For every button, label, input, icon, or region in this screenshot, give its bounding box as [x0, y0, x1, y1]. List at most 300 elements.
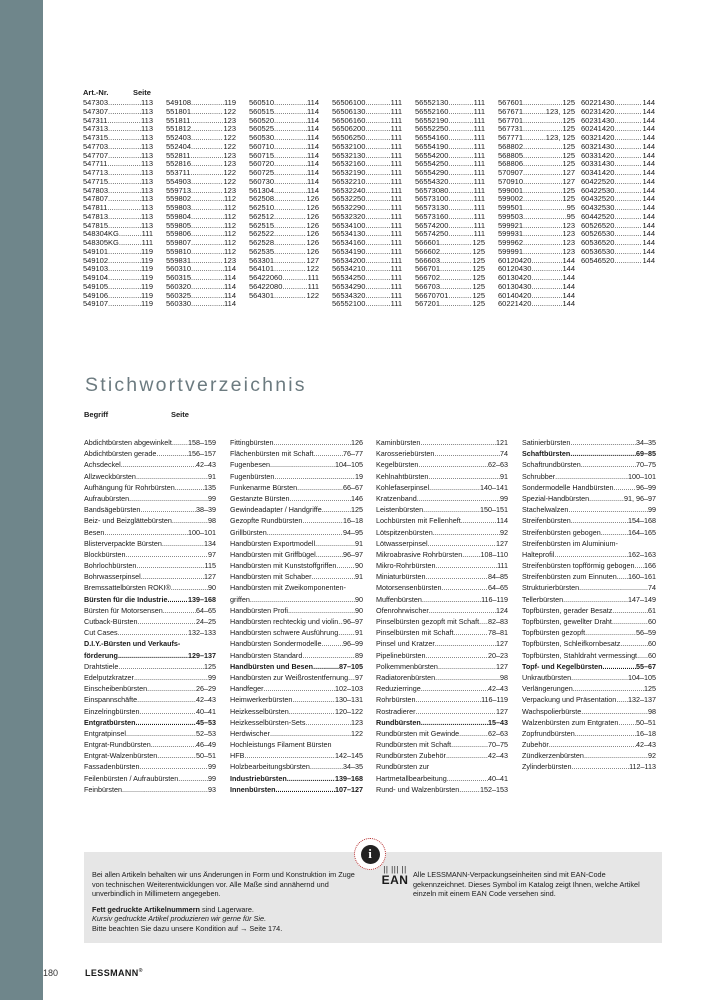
article-entry — [332, 300, 402, 309]
keyword-term: Sondermodelle Handbürsten — [522, 482, 614, 492]
article-page: 111 — [473, 106, 485, 116]
article-page: 111 — [390, 211, 402, 221]
article-page: 144 — [642, 229, 655, 239]
keyword-entry — [84, 538, 216, 549]
keyword-entry — [376, 571, 508, 582]
leader-dots — [162, 538, 204, 549]
article-page: 111 — [390, 238, 402, 247]
article-number: 56552190 — [415, 115, 449, 125]
leader-dots — [448, 178, 473, 187]
keyword-term: Handbürsten Sondermodelle — [230, 639, 322, 649]
article-number: 60231430 — [581, 115, 615, 125]
leader-dots — [274, 152, 307, 161]
keyword-page: 56–59 — [636, 628, 656, 638]
keyword-term: griffen — [230, 594, 250, 604]
article-number: 560725 — [249, 168, 275, 177]
keyword-term: Rundbürsten zur — [376, 762, 430, 772]
article-number: 56534290 — [332, 281, 366, 291]
article-page: 125 — [562, 141, 575, 151]
article-page: 125 — [562, 124, 575, 134]
keyword-column — [84, 437, 216, 795]
keyword-entry — [522, 493, 656, 504]
leader-dots — [316, 549, 343, 560]
keyword-page: 93 — [208, 784, 216, 794]
keyword-page: 100–101 — [188, 527, 216, 537]
leader-dots — [267, 527, 343, 538]
keyword-term: Einspannschäfte — [84, 695, 138, 705]
keyword-term: Hochleistungs Filament Bürsten — [230, 740, 332, 750]
article-number: 563301 — [249, 255, 275, 265]
leader-dots — [614, 134, 642, 143]
keyword-entry — [84, 437, 216, 448]
article-number: 60341420 — [581, 168, 615, 177]
keyword-term: Handbürsten Exportmodell — [230, 538, 316, 548]
article-page: 144 — [562, 264, 575, 274]
leader-dots — [531, 292, 562, 301]
leader-dots — [433, 527, 500, 538]
keyword-page: 96–99 — [636, 482, 656, 492]
keyword-term: Lochbürsten mit Fellenheft — [376, 516, 461, 526]
leader-dots — [448, 117, 473, 126]
keyword-term: Einzelringbürsten — [84, 706, 140, 716]
leader-dots — [416, 694, 482, 705]
keyword-page: 76–77 — [343, 449, 363, 459]
keyword-term: Handbürsten mit Griffbügel — [230, 549, 316, 559]
keyword-term: Verlängerungen — [522, 684, 573, 694]
keyword-term: Pipelinebürsten — [376, 650, 426, 660]
keyword-term: Aufraubürsten — [84, 493, 130, 503]
keyword-page: 99 — [648, 505, 656, 515]
keyword-entry — [230, 594, 363, 605]
article-page: 111 — [390, 115, 402, 125]
keyword-entry — [230, 538, 363, 549]
leader-dots — [428, 471, 500, 482]
keyword-page: 19 — [355, 471, 363, 481]
article-page: 114 — [224, 299, 236, 309]
article-page: 111 — [307, 281, 319, 291]
leader-dots — [614, 99, 642, 108]
keyword-entry — [376, 672, 508, 683]
keyword-term: Handbürsten zur Weißrostentfernung — [230, 672, 349, 682]
article-page: 113 — [141, 124, 153, 134]
article-number: 60140420 — [498, 290, 532, 300]
keyword-page: 64–65 — [196, 605, 216, 615]
keyword-column — [230, 437, 363, 795]
leader-dots — [191, 222, 224, 231]
leader-dots — [119, 239, 142, 248]
keyword-entry — [84, 571, 216, 582]
article-page: 111 — [390, 273, 402, 282]
leader-dots — [108, 169, 141, 178]
keyword-entry — [522, 582, 656, 593]
keyword-page: 125 — [644, 684, 656, 694]
keyword-page: 98 — [208, 516, 216, 526]
article-page: 144 — [562, 281, 575, 291]
article-page: 111 — [473, 220, 485, 230]
keyword-term: Gestanzte Bürsten — [230, 493, 290, 503]
keyword-entry — [230, 459, 363, 470]
leader-dots — [365, 257, 390, 266]
leader-dots — [571, 672, 628, 683]
leader-dots — [422, 594, 481, 605]
article-number: 599931 — [498, 229, 524, 239]
keyword-entry — [230, 527, 363, 538]
article-number: 56532290 — [332, 203, 366, 212]
page-title: Stichwortverzeichnis — [85, 374, 307, 396]
keyword-page: 114 — [496, 516, 508, 526]
keyword-entry — [522, 571, 656, 582]
leader-dots — [581, 706, 648, 717]
leader-dots — [523, 160, 562, 169]
leader-dots — [108, 134, 141, 143]
article-number: 559810 — [166, 246, 192, 256]
ean-icon — [378, 866, 412, 887]
leader-dots — [274, 134, 307, 143]
leader-dots — [140, 761, 208, 772]
keyword-entry — [84, 459, 216, 470]
article-number: 56554200 — [415, 150, 449, 160]
keyword-entry — [376, 594, 508, 605]
article-page: 125 — [562, 98, 575, 107]
leader-dots — [108, 300, 141, 309]
article-page: 111 — [390, 168, 402, 177]
keyword-term: förderung — [84, 650, 118, 660]
keyword-entry — [376, 437, 508, 448]
article-number: 551812 — [166, 124, 192, 134]
leader-dots — [274, 257, 306, 266]
leader-dots — [448, 213, 473, 222]
article-page: 125 — [472, 273, 485, 282]
leader-dots — [365, 283, 390, 292]
article-page: 111 — [390, 124, 402, 134]
keyword-term: Topf- und Kegelbürsten — [522, 661, 603, 671]
leader-dots — [129, 493, 208, 504]
keyword-term: Karosseriebürsten — [376, 449, 435, 459]
leader-dots — [282, 274, 307, 283]
keyword-term: Rohrbürsten — [376, 695, 416, 705]
keyword-entry — [230, 706, 363, 717]
leader-dots — [423, 504, 480, 515]
keyword-entry — [522, 515, 656, 526]
leader-dots — [274, 108, 307, 117]
leader-dots — [108, 274, 141, 283]
article-number: 60120430 — [498, 264, 532, 274]
keyword-entry — [376, 750, 508, 761]
article-page: 144 — [642, 141, 655, 151]
article-number: 564301 — [249, 290, 275, 300]
leader-dots — [585, 627, 636, 638]
article-page: 111 — [473, 194, 485, 204]
article-number: 56532250 — [332, 194, 366, 204]
keyword-entry — [84, 627, 216, 638]
keyword-page: 15–43 — [488, 717, 508, 727]
article-page: 112 — [224, 238, 236, 247]
keyword-page: 24–25 — [196, 617, 216, 626]
leader-dots — [420, 437, 496, 448]
keyword-term: Kaminbürsten — [376, 438, 421, 447]
article-number: 552403 — [166, 133, 192, 142]
leader-dots — [429, 605, 496, 616]
article-number: 549106 — [83, 290, 109, 300]
leader-dots — [554, 549, 628, 560]
keyword-page: 70–75 — [488, 740, 508, 750]
leader-dots — [274, 292, 306, 301]
leader-dots — [274, 117, 307, 126]
article-number: 562522 — [249, 229, 275, 239]
leader-dots — [614, 239, 642, 248]
keyword-entry — [376, 582, 508, 593]
keyword-term: Handbürsten schwere Ausführung — [230, 628, 339, 638]
leader-dots — [616, 694, 628, 705]
article-number: 568805 — [498, 150, 524, 160]
leader-dots — [104, 527, 188, 538]
leader-dots — [365, 248, 390, 257]
article-number: 560515 — [249, 106, 275, 116]
article-number: 560525 — [249, 124, 275, 134]
leader-dots — [429, 482, 480, 493]
keyword-term: Zündkerzenbürsten — [522, 751, 584, 761]
leader-dots — [171, 582, 208, 593]
leader-dots — [571, 515, 628, 526]
leader-dots — [178, 773, 208, 784]
keyword-entry — [522, 694, 656, 705]
article-number: 60442520 — [581, 211, 615, 221]
article-page: 144 — [642, 255, 655, 265]
keyword-term: Fittingbürsten — [230, 438, 274, 447]
article-page: 119 — [141, 255, 153, 265]
article-index-header — [83, 88, 151, 97]
article-entry — [249, 292, 319, 301]
keyword-entry — [522, 728, 656, 739]
article-page: 126 — [306, 220, 319, 230]
keyword-page: 16–18 — [636, 728, 656, 738]
article-number: 56506160 — [332, 115, 366, 125]
leader-dots — [614, 152, 642, 161]
keyword-entry — [230, 728, 363, 739]
article-page: 111 — [390, 98, 402, 107]
keyword-term: Holzbearbeitungsbürsten — [230, 762, 310, 772]
keyword-page: 108–110 — [480, 549, 508, 559]
article-page: 113 — [141, 106, 153, 116]
keyword-page: 45–53 — [196, 717, 216, 727]
leader-dots — [365, 99, 390, 108]
keyword-entry — [522, 549, 656, 560]
keyword-entry — [230, 750, 363, 761]
article-page: 114 — [224, 290, 236, 300]
keyword-entry — [84, 582, 216, 593]
keyword-page: 84–85 — [488, 572, 508, 582]
keyword-entry — [230, 717, 363, 728]
keyword-term: Kohlefaserpinsel — [376, 482, 430, 492]
leader-dots — [365, 187, 390, 196]
leader-dots — [274, 239, 306, 248]
keyword-entry — [230, 571, 363, 582]
leader-dots — [555, 471, 628, 482]
note-bold-rest: sind Lagerware. — [200, 904, 254, 914]
keyword-entry — [522, 650, 656, 661]
keyword-page: 132–133 — [188, 628, 216, 638]
keyword-entry — [230, 448, 363, 459]
article-number: 567771 — [498, 133, 524, 142]
article-page: 114 — [307, 168, 319, 177]
article-number: 56534100 — [332, 220, 366, 230]
keyword-page: 62–63 — [488, 728, 508, 738]
leader-dots — [523, 222, 562, 231]
leader-dots — [523, 108, 546, 117]
keyword-entry — [230, 638, 363, 649]
article-page: 111 — [390, 141, 402, 151]
keyword-term: Heimwerkerbürsten — [230, 695, 293, 705]
article-page: 113 — [141, 150, 153, 160]
leader-dots — [108, 152, 141, 161]
keyword-term: Spezial-Handbürsten — [522, 493, 590, 503]
leader-dots — [523, 169, 562, 178]
keyword-term: Herdwischer — [230, 728, 270, 738]
article-number: 547711 — [83, 159, 108, 169]
leader-dots — [274, 187, 307, 196]
leader-dots — [270, 728, 351, 739]
leader-dots — [108, 257, 141, 266]
article-number: 549103 — [83, 264, 109, 274]
article-page: 144 — [562, 273, 575, 282]
article-page: 113 — [141, 159, 153, 169]
keyword-term: Ofenrohrwischer — [376, 605, 429, 615]
keyword-page: 42–43 — [196, 460, 216, 470]
leader-dots — [451, 739, 488, 750]
keyword-entry — [84, 527, 216, 538]
article-page: 122 — [223, 168, 236, 177]
keyword-page: 127 — [496, 706, 508, 716]
article-page: 111 — [473, 115, 485, 125]
article-number: 560330 — [166, 299, 192, 309]
article-page: 144 — [642, 124, 655, 134]
keyword-term: Zylinderbürsten — [522, 762, 572, 772]
article-number: 559807 — [166, 238, 192, 247]
article-number: 60130420 — [498, 273, 532, 282]
keyword-term: Entgratpinsel — [84, 728, 126, 738]
article-page: 111 — [390, 159, 402, 169]
article-number: 559802 — [166, 194, 192, 204]
article-page: 125 — [472, 238, 485, 247]
leader-dots — [365, 143, 390, 152]
article-page: 144 — [642, 238, 655, 247]
keyword-entry — [376, 482, 508, 493]
article-page: 112 — [224, 220, 236, 230]
keyword-column — [522, 437, 656, 773]
leader-dots — [191, 213, 224, 222]
leader-dots — [191, 248, 224, 257]
keyword-page: 104–105 — [628, 672, 656, 682]
leader-dots — [274, 204, 306, 213]
article-number: 56422060 — [249, 273, 283, 282]
article-page: 111 — [390, 185, 402, 195]
keyword-page: 127 — [496, 538, 508, 548]
keyword-term: Motorsensenbürsten — [376, 583, 442, 593]
leader-dots — [459, 728, 488, 739]
keyword-page: 111 — [497, 561, 508, 571]
article-page: 114 — [307, 141, 319, 151]
keyword-page: 116–119 — [481, 695, 508, 705]
article-number: 60130430 — [498, 281, 532, 291]
leader-dots — [313, 661, 339, 672]
article-number: 56506130 — [332, 106, 366, 116]
article-number: 56506250 — [332, 133, 366, 142]
article-column — [498, 99, 575, 309]
keyword-page: 139–168 — [335, 773, 363, 783]
leader-dots — [108, 292, 141, 301]
article-page: 111 — [473, 98, 485, 107]
keyword-term: Innenbürsten — [230, 784, 276, 794]
leader-dots — [572, 761, 630, 772]
leader-dots — [589, 493, 624, 504]
leader-dots — [416, 706, 496, 717]
article-column — [415, 99, 485, 309]
keyword-term: Bohrwasserpinsel — [84, 572, 141, 582]
keyword-page: 115 — [204, 561, 216, 571]
keyword-page: 154–168 — [628, 516, 656, 526]
leader-dots — [523, 204, 567, 213]
leader-dots — [191, 300, 224, 309]
article-page: 111 — [390, 133, 402, 142]
leader-dots — [479, 616, 488, 627]
keyword-term: Bürsten für die Industrie — [84, 594, 168, 604]
leader-dots — [136, 717, 196, 728]
article-number: 599921 — [498, 220, 524, 230]
keyword-term: Edelputzkratzer — [84, 672, 134, 682]
leader-dots — [448, 187, 473, 196]
article-number: 562510 — [249, 203, 275, 212]
leader-dots — [434, 448, 500, 459]
article-number: 562528 — [249, 238, 275, 247]
keyword-page: 127 — [204, 572, 216, 582]
keyword-term: Cutback-Bürsten — [84, 617, 138, 626]
article-page: 144 — [642, 203, 655, 212]
keyword-term: Unkrautbürsten — [522, 672, 572, 682]
article-page: 144 — [642, 133, 655, 142]
article-page: 123 — [223, 115, 236, 125]
keyword-entry — [376, 661, 508, 672]
keyword-term: Topfbürsten, gewellter Draht — [522, 617, 612, 627]
article-page: 111 — [390, 106, 402, 116]
leader-dots — [302, 650, 355, 661]
keyword-entry — [376, 784, 508, 795]
article-page: 119 — [224, 98, 236, 107]
keyword-entry — [230, 493, 363, 504]
keyword-page: 66–67 — [343, 482, 363, 492]
leader-dots — [276, 784, 335, 795]
keyword-entry — [84, 784, 216, 795]
keyword-term: Allzweckbürsten — [84, 471, 136, 481]
keyword-term: HFB — [230, 751, 245, 761]
article-number: 56534250 — [332, 273, 366, 282]
keyword-term: Walzenbürsten zum Entgraten — [522, 717, 619, 727]
leader-dots — [274, 248, 306, 257]
leader-dots — [274, 125, 307, 134]
leader-dots — [108, 99, 141, 108]
article-page: 111 — [307, 273, 319, 282]
leader-dots — [287, 773, 335, 784]
leader-dots — [523, 143, 562, 152]
leader-dots — [440, 300, 472, 309]
keyword-entry — [230, 605, 363, 616]
leader-dots — [191, 187, 223, 196]
leader-dots — [637, 650, 648, 661]
article-page: 122 — [223, 141, 236, 151]
keyword-entry — [522, 538, 656, 549]
keyword-page: 129–137 — [188, 650, 216, 660]
keyword-entry — [522, 527, 656, 538]
leader-dots — [191, 160, 223, 169]
